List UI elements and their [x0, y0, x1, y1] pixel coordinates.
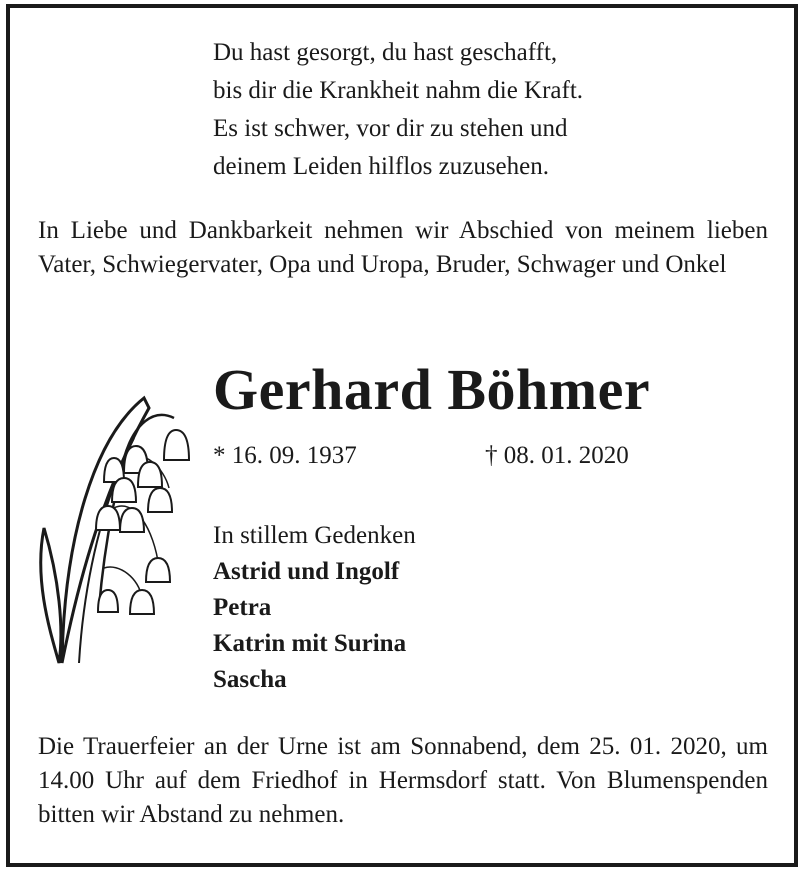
birth-date: * 16. 09. 1937 — [213, 442, 357, 469]
death-date: † 08. 01. 2020 — [485, 442, 629, 469]
mourners-heading: In stillem Gedenken — [213, 522, 416, 549]
mourner-name: Katrin mit Surina — [213, 630, 407, 657]
funeral-notice: Die Trauerfeier an der Urne ist am Sonnabend, dem 25. 01. 2020, um 14.00 Uhr auf dem Friedhof in Hermsdorf statt. Von Blumenspenden bitten wir Abstand zu nehmen. — [38, 733, 768, 828]
deceased-name: Gerhard Böhmer — [213, 357, 651, 422]
mourner-name: Petra — [213, 594, 272, 621]
poem-line: Es ist schwer, vor dir zu stehen und — [213, 115, 568, 142]
mourners — [213, 518, 416, 698]
mourner-name: Sascha — [213, 666, 287, 693]
poem — [213, 34, 583, 186]
obituary-frame — [6, 4, 798, 867]
intro-text: In Liebe und Dankbarkeit nehmen wir Abschied von meinem lieben Vater, Schwiegervater, Opa und Uropa, Bruder, Schwager und Onkel — [38, 217, 768, 278]
mourner-name: Astrid und Ingolf — [213, 558, 400, 585]
poem-line: Du hast gesorgt, du hast geschafft, — [213, 39, 558, 66]
poem-line: deinem Leiden hilflos zuzusehen. — [213, 153, 549, 180]
poem-line: bis dir die Krankheit nahm die Kraft. — [213, 77, 584, 104]
lily-of-the-valley-icon — [24, 378, 204, 668]
